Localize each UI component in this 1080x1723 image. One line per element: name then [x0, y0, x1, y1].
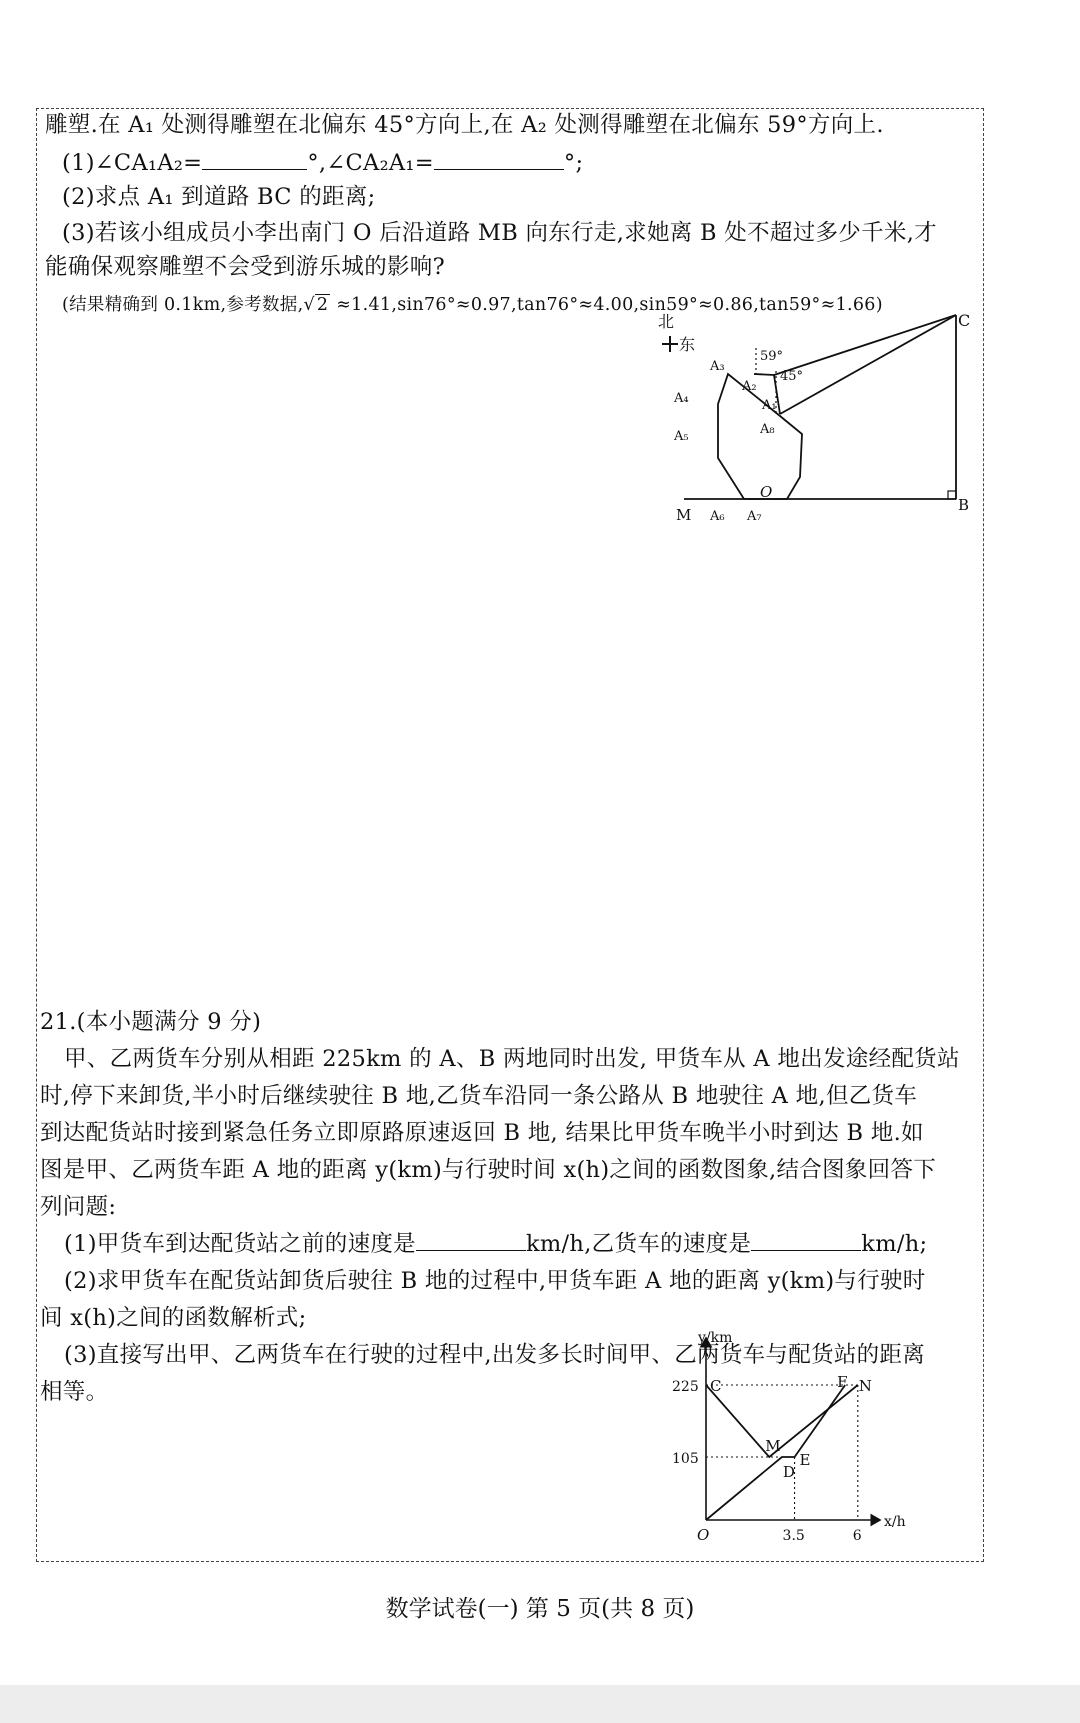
function-graph	[672, 1330, 970, 1555]
point-A6-label: A₆	[710, 509, 725, 524]
q20-part1-prefix: (1)∠CA₁A₂=	[62, 150, 203, 176]
x-tick-label: 3.5	[782, 1528, 805, 1544]
point-label-M: M	[765, 1437, 781, 1455]
scan-edge	[0, 1685, 1080, 1723]
q20-part3-line2: 能确保观察雕塑不会受到游乐城的影响?	[45, 254, 445, 280]
answer-blank[interactable]	[416, 1226, 526, 1251]
point-A3-label: A₃	[710, 359, 725, 374]
q21-part2-line2: 间 x(h)之间的函数解析式;	[40, 1305, 307, 1331]
page-footer: 数学试卷(一) 第 5 页(共 8 页)	[385, 1596, 695, 1622]
east-label: 东	[679, 335, 696, 354]
point-A8-label: A₈	[760, 422, 775, 437]
q20-part1	[62, 144, 583, 182]
q21-part1-suffix: km/h;	[861, 1231, 928, 1257]
note-prefix: (结果精确到 0.1km,参考数据,	[62, 295, 304, 315]
point-A1-label: A₁	[762, 398, 777, 413]
q20-part1-mid: °,∠CA₂A₁=	[307, 150, 434, 176]
point-A4-label: A₄	[674, 391, 689, 406]
geometry-figure	[658, 300, 971, 524]
point-label-N: N	[858, 1377, 872, 1395]
point-A2-label: A₂	[742, 379, 757, 394]
q21-body-line4: 图是甲、乙两货车距 A 地的距离 y(km)与行驶时间 x(h)之间的函数图象,结合图象回答下	[40, 1157, 937, 1183]
north-label: 北	[658, 312, 675, 331]
answer-blank[interactable]	[434, 145, 564, 170]
q21-part1-prefix: (1)甲货车到达配货站之前的速度是	[64, 1231, 416, 1257]
q21-body-line5: 列问题:	[40, 1194, 117, 1220]
q21-part3-line1: (3)直接写出甲、乙两货车在行驶的过程中,出发多长时间甲、乙两货车与配货站的距离	[64, 1342, 926, 1368]
q21-body-line1: 甲、乙两货车分别从相距 225km 的 A、B 两地同时出发, 甲货车从 A 地出发途经配货站	[64, 1046, 960, 1072]
point-A5-label: A₅	[674, 429, 689, 444]
q20-part1-suffix: °;	[563, 150, 584, 176]
y-tick-label: 225	[672, 1379, 699, 1395]
angle-45-label: 45°	[780, 369, 804, 384]
point-M-label: M	[676, 506, 692, 524]
point-label-F: F	[837, 1373, 848, 1391]
q21-part1-mid: km/h,乙货车的速度是	[525, 1231, 752, 1257]
sqrt-symbol: √	[303, 295, 315, 315]
point-C-label: C	[958, 311, 971, 330]
point-label-E: E	[799, 1451, 811, 1469]
note-suffix: ≈1.41,sin76°≈0.97,tan76°≈4.00,sin59°≈0.86,tan59°≈1.66)	[330, 295, 883, 315]
right-angle-mark	[948, 491, 956, 499]
answer-blank[interactable]	[751, 1226, 861, 1251]
edge-A3-A2	[754, 374, 774, 375]
point-O-label: O	[760, 483, 773, 501]
y-tick-label: 105	[672, 1451, 699, 1467]
answer-blank[interactable]	[202, 145, 307, 170]
q21-part2-line1: (2)求甲货车在配货站卸货后驶往 B 地的过程中,甲货车距 A 地的距离 y(km)与行驶时	[64, 1268, 926, 1294]
q21-part1	[64, 1225, 927, 1263]
angle-59-label: 59°	[760, 349, 784, 364]
q21-body-line2: 时,停下来卸货,半小时后继续驶往 B 地,乙货车沿同一条公路从 B 地驶往 A 地,但乙货车	[40, 1083, 918, 1109]
series-line-2	[706, 1385, 858, 1457]
x-tick-label: 6	[852, 1528, 862, 1544]
q21-body-line3: 到达配货站时接到紧急任务立即原路原速返回 B 地, 结果比甲货车晚半小时到达 B 地.如	[40, 1120, 924, 1146]
x-axis-label: x/h	[884, 1514, 906, 1530]
q20-part3-line1: (3)若该小组成员小李出南门 O 后沿道路 MB 向东行走,求她离 B 处不超过多少千米,才	[62, 220, 937, 246]
point-B-label: B	[958, 496, 970, 514]
q21-heading: 21.(本小题满分 9 分)	[40, 1009, 262, 1035]
q20-intro: 雕塑.在 A₁ 处测得雕塑在北偏东 45°方向上,在 A₂ 处测得雕塑在北偏东 59°方向上.	[45, 112, 884, 138]
y-axis-label: y/km	[698, 1330, 733, 1346]
point-label-C: C	[710, 1377, 722, 1395]
point-label-D: D	[782, 1463, 795, 1481]
sqrt-radicand: 2	[316, 295, 329, 315]
point-A7-label: A₇	[747, 509, 762, 524]
q20-part2: (2)求点 A₁ 到道路 BC 的距离;	[62, 184, 376, 210]
origin-label: O	[697, 1526, 710, 1544]
q21-part3-line2: 相等。	[40, 1379, 109, 1405]
